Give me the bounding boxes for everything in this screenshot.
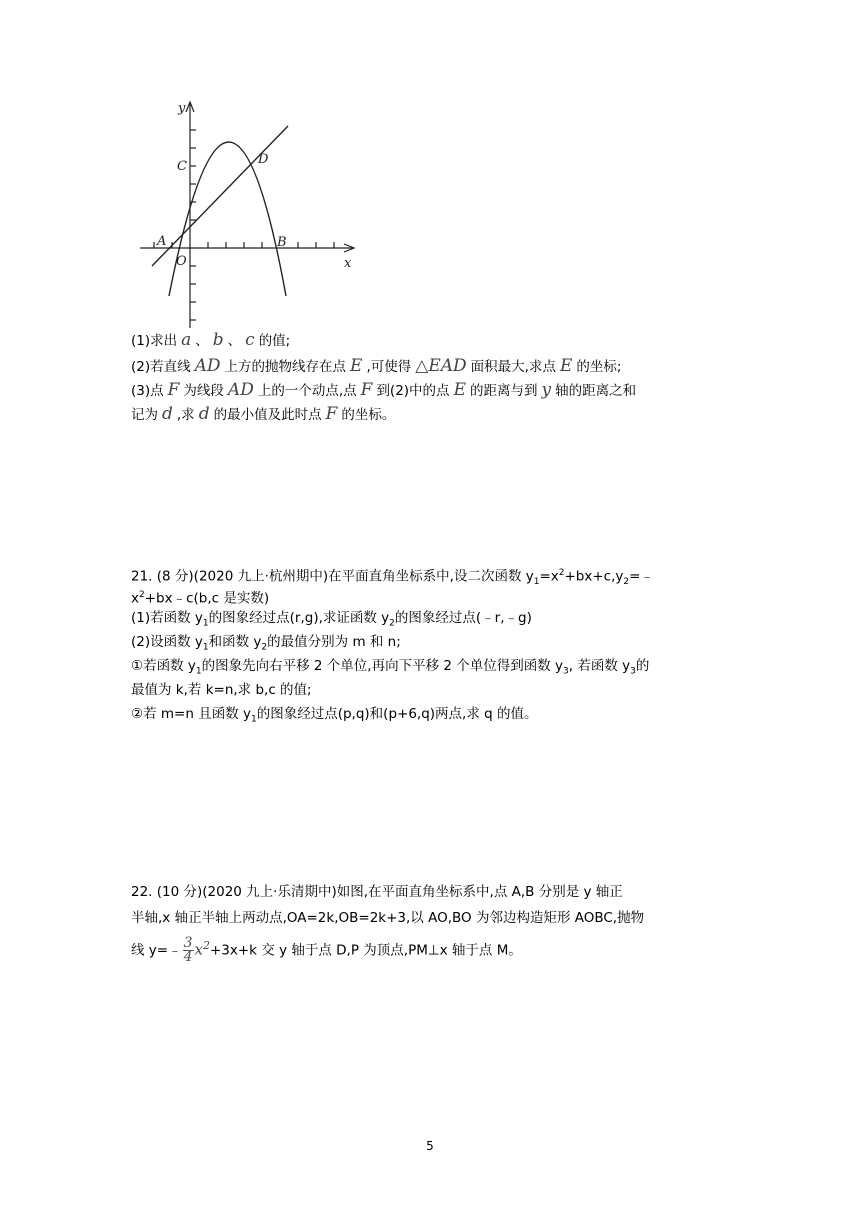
label-d: D <box>258 152 269 167</box>
label-a: A <box>157 234 167 249</box>
page-number: 5 <box>426 1139 434 1153</box>
q21-line3: (1)若函数 $y_1$的图象经过点(r,g),求证函数 $y_2$的图象经过点(﹣r,﹣g) <box>131 610 532 629</box>
parabola-figure <box>136 98 366 330</box>
q20-part2: (2)若直线 AD 上方的抛物线存在点 E ,可使得 △EAD 面积最大,求点 E 的坐标; <box>131 356 622 376</box>
label-y: y <box>178 101 186 116</box>
fraction: $\frac{3}{4}$ <box>183 935 193 965</box>
q20-part1: (1)求出 a 、 b 、 c 的值; <box>131 330 291 350</box>
label-b: B <box>277 235 287 250</box>
label-c: C <box>177 159 187 174</box>
q21-line2: $x^2+bx﹣c(b,c$ 是实数) <box>131 590 270 607</box>
label-o: O <box>176 254 187 269</box>
line-ad <box>152 126 288 266</box>
q21-line1: 21. (8 分)(2020 九上·杭州期中)在平面直角坐标系中,设二次函数 $y_1=x^2+bx+c,y_2=﹣$ <box>131 568 654 588</box>
q21-line6: 最值为 k,若 k=n,求 b,c 的值; <box>131 682 312 698</box>
q21-line4: (2)设函数 $y_1$和函数 $y_2$的最值分别为 m 和 n; <box>131 634 401 653</box>
q20-part3-line1: (3)点 F 为线段 AD 上的一个动点,点 F 到(2)中的点 E 的距离与到 y 轴的距离之和 <box>131 380 637 400</box>
q21-line7: ②若 m=n 且函数 $y_1$的图象经过点(p,q)和(p+6,q)两点,求 q 的值。 <box>131 706 538 725</box>
q20-part3-line2: 记为 d ,求 d 的最小值及此时点 F 的坐标。 <box>131 404 396 424</box>
q21-line5: ①若函数 $y_1$的图象先向右平移 2 个单位,再向下平移 2 个单位得到函数 $y_3$, 若函数 $y_3$的 <box>131 658 650 677</box>
q22-line2: 半轴,x 轴正半轴上两动点,OA=2k,OB=2k+3,以 AO,BO 为邻边构造矩形 AOBC,抛物 <box>131 910 645 926</box>
q22-line1: 22. (10 分)(2020 九上·乐清期中)如图,在平面直角坐标系中,点 A,B 分别是 y 轴正 <box>131 884 623 900</box>
q22-line3: 线 y=﹣ $\frac{3}{4}$ $x^2+3x+k$ 交 y 轴于点 D,P 为顶点,PM⊥x 轴于点 M。 <box>131 935 522 965</box>
label-x: x <box>344 256 352 271</box>
